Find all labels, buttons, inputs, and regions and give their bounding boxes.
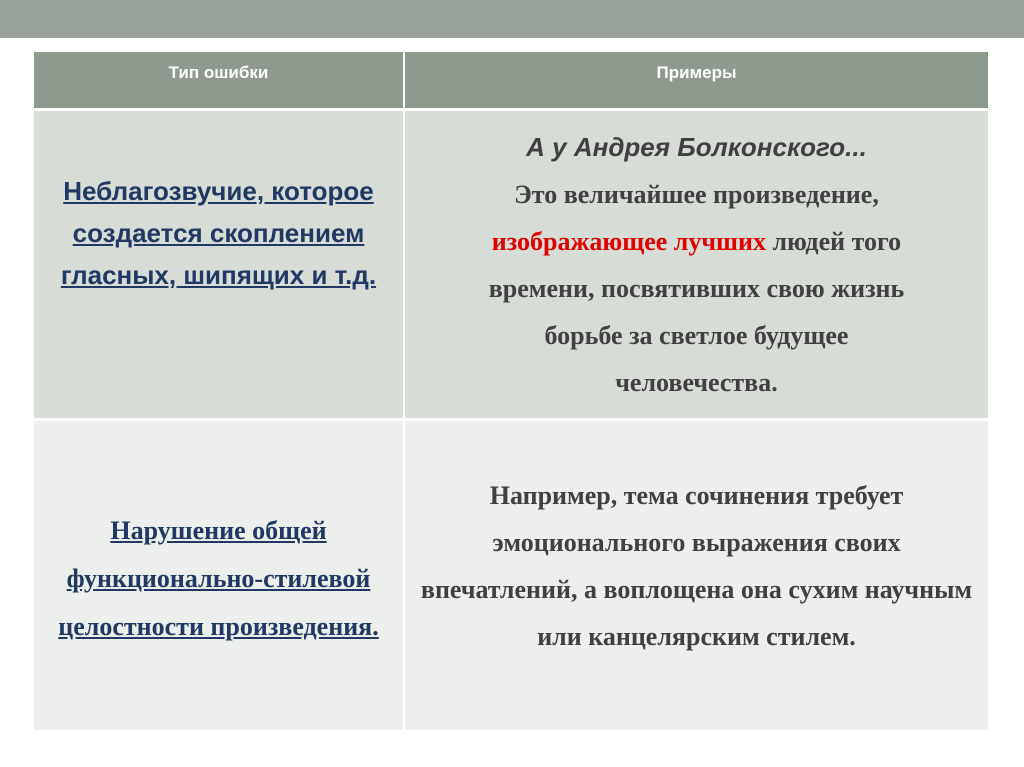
row1-example-highlight: изображающее лучших xyxy=(491,226,766,256)
row1-example-line4: времени, посвятивших свою жизнь xyxy=(488,273,905,303)
row2-type-cell xyxy=(34,418,405,730)
header-type-label: Тип ошибки xyxy=(168,63,269,82)
header-type xyxy=(34,52,405,108)
row1-example-line3 xyxy=(489,218,905,265)
row1-example-lead: А у Андрея Болконского... xyxy=(526,131,867,162)
row1-example-cell xyxy=(405,108,988,418)
row2-example-cell xyxy=(405,418,988,730)
row1-example-line2: Это величайшее произведение, xyxy=(514,179,879,209)
header-examples xyxy=(405,52,988,108)
error-types-table xyxy=(34,52,988,730)
row1-type-cell xyxy=(34,108,405,418)
row2-example-text: Например, тема сочинения требует эмоционального выражения своих впечатлений, а воплощена она сухим научным или канцелярским стилем. xyxy=(420,480,973,651)
top-bar xyxy=(0,0,1024,38)
row1-example-text xyxy=(477,124,917,406)
row2-type-text: Нарушение общей функционально-стилевой целостности произведения. xyxy=(58,515,379,641)
row1-example-line3-rest: людей того xyxy=(765,226,902,256)
row1-example-line6: человечества. xyxy=(615,367,778,397)
row1-example-line5: борьбе за светлое будущее xyxy=(544,320,849,350)
row1-type-text: Неблагозвучие, которое создается скоплением гласных, шипящих и т.д. xyxy=(60,175,377,290)
header-examples-label: Примеры xyxy=(656,63,737,82)
